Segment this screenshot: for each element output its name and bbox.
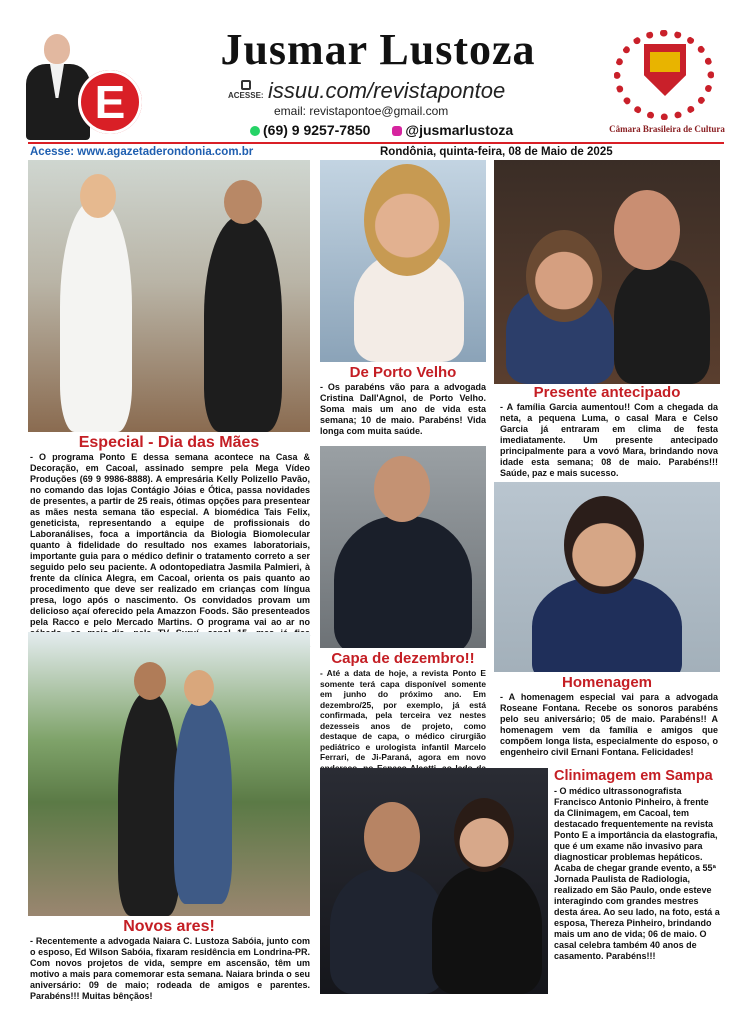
presente-body: - A família Garcia aumentou!! Com a chegada da neta, a pequena Luma, o casal Mara e Celso Garcia já entraram em clima de festa imediatamente. Um presente antecipado principalmente para a vovó Mara, brindando nova idade esta semana; 08 de maio. Parabéns!!! Saúde, paz e mais sucesso. [500,402,718,478]
porto-velho-title: De Porto Velho [349,364,457,381]
woman-black-dress [432,866,542,994]
photo-clinimagem [320,768,548,994]
woman-white-outfit [60,200,132,432]
masthead [0,0,751,150]
photo-roseane [494,482,720,672]
pointer-icon [241,80,251,90]
photo-marcelo-ferrari [320,446,486,648]
woman-head [184,670,214,706]
homenagem-body: - A homenagem especial vai para a advogada Roseane Fontana. Recebe os sonoros parabéns pelo seu aniversário; 05 de maio. Parabéns!! A homenagem vem da família e amigos que compõem longa lista, especialmente do esposo, o engenheiro civil Ernani Fontana. Felicidades! [500,692,718,757]
clinimagem-title: Clinimagem em Sampa [554,768,713,784]
porto-velho-body: - Os parabéns vão para a advogada Cristina Dall'Agnol, de Porto Velho. Soma mais um ano de vida esta semana; 10 de maio. Parabéns! Vida longa com muita saúde. [320,382,486,436]
phone-number: (69) 9 9257-7850 [263,122,371,138]
woman-blonde-head [364,164,450,276]
especial-title: Especial - Dia das Mães [78,434,260,451]
woman-head [454,798,514,872]
seal-caption: Câmara Brasileira de Cultura [609,124,725,134]
column-title: Jusmar Lustoza [220,25,536,74]
man-black-outfit [118,692,180,916]
novos-ares-title: Novos ares! [123,918,215,935]
contact-row [250,122,513,138]
photo-novos-ares [28,632,310,916]
man-head-glasses [364,802,420,872]
acesse-text: ACESSE: [228,91,264,100]
website-link[interactable]: Acesse: www.agazetaderondonia.com.br [30,146,254,158]
man-head-glasses [374,456,430,522]
man-head [134,662,166,700]
instagram-icon [392,126,402,136]
woman-blonde-head [80,174,116,218]
novos-ares-body: - Recentemente a advogada Naiara C. Lustoza Sabóia, junto com o esposo, Ed Wilson Sabóia, fixaram residência em Londrina-PR. Com novos projetos de vida, sempre em ascensão, têm um motivo a mais para comemorar esta semana. Naiara brinda o seu aniversário: 09 de maio; rodeada de amigos e parentes. Parabéns!!! Muitas bênçãos! [30,936,310,1001]
presente-title: Presente antecipado [533,384,681,401]
whatsapp-icon [250,126,260,136]
phone-contact[interactable] [250,122,370,138]
man-dark-suit [334,516,472,648]
photo-cristina [320,160,486,362]
woman-dark-head [224,180,262,224]
capa-title: Capa de dezembro!! [331,650,475,667]
email-address[interactable]: email: revistapontoe@gmail.com [274,104,449,118]
ponto-e-logo-badge: E [78,70,142,134]
woman-head-glasses [526,230,602,322]
photo-garcia [494,160,720,384]
man-head-glasses [614,190,680,270]
culture-chamber-seal [608,30,726,138]
dateline: Rondônia, quinta-feira, 08 de Maio de 2025 [380,146,613,158]
header-divider [28,142,724,144]
columnist-head [44,34,70,64]
man-dark-jacket [614,260,710,384]
man-dark-shirt [330,868,446,994]
columnist-logo [26,30,146,142]
homenagem-title: Homenagem [561,674,653,691]
woman-dark-hair-head [564,496,644,594]
capa-body: - Até a data de hoje, a revista Ponto E somente terá capa disponível somente em junho do próximo ano. Em dezembro/25, por exemplo, já está confirmada, pela terceira vez nestes dezesseis anos de projeto, como destaque de capa, o médico cirurgião pediátrico e urologista infantil Marcelo Ferrari, de Ji-Paraná, agora em novo [320,668,486,762]
acesse-label [228,80,264,100]
photo-dia-das-maes [28,160,310,432]
issuu-url[interactable]: issuu.com/revistapontoe [268,78,506,103]
woman-jeans-outfit [174,698,232,904]
clinimagem-body: - O médico ultrassonografista Francisco Antonio Pinheiro, à frente da Clinimagem, em Cacoal, tem destacado frequentemente na revista Ponto E a importância da elastografia, que é um exame não invasivo para diagnosticar problemas hepáticos. Acaba de chegar grande evento, a 55ª Jornada Paulista de Radiologia, realizado em São Paulo, onde esteve interagindo com grandes mestres desta área. Ao seu lado, na foto, está a esposa, Thereza Pinheiro, brindando mais um ano de vida; 06 de maio. O casal celebra também 40 anos de casamento. Parabéns!!! [554,786,720,961]
shield-detail [650,52,680,72]
instagram-contact[interactable] [392,122,513,138]
woman-black-outfit [204,216,282,432]
especial-body: - O programa Ponto E dessa semana acontece na Casa & Decoração, em Cacoal, assinado sempre pela Mega Vídeo Produções (69 9 9986-8888). A empresária Kelly Polizello Pavão, no comando das lojas Contágio Jóias e Ótica, passa novidades de presentes, a partir de 25 reais, ótimas opções para presentear as mães nesta semana tão especial. A biomédica Tais Felix, geneticista, representando a equipe de profissionais do Laboranálises, foca a importância da Biologia Biomolecular quanto à fidelidade do resultado nos exames laboratoriais, importante guia para o médico definir o tratamento correto a ser seguido pelo seu paciente. A odontopediatra Jasmila Palmieri, à frente da clínica Alegra, em Cacoal, orienta os pais quanto ao procedimento que deve ser realizado em crianças com língua presa, logo após o nascimento. Os convidados provam um delicioso açaí oferecido pela Amazzon Foods. São presenteados pela Racco e pelo Mercado Martins. O programa vai ao ar no [30,452,310,627]
instagram-handle: @jusmarlustoza [405,122,514,138]
